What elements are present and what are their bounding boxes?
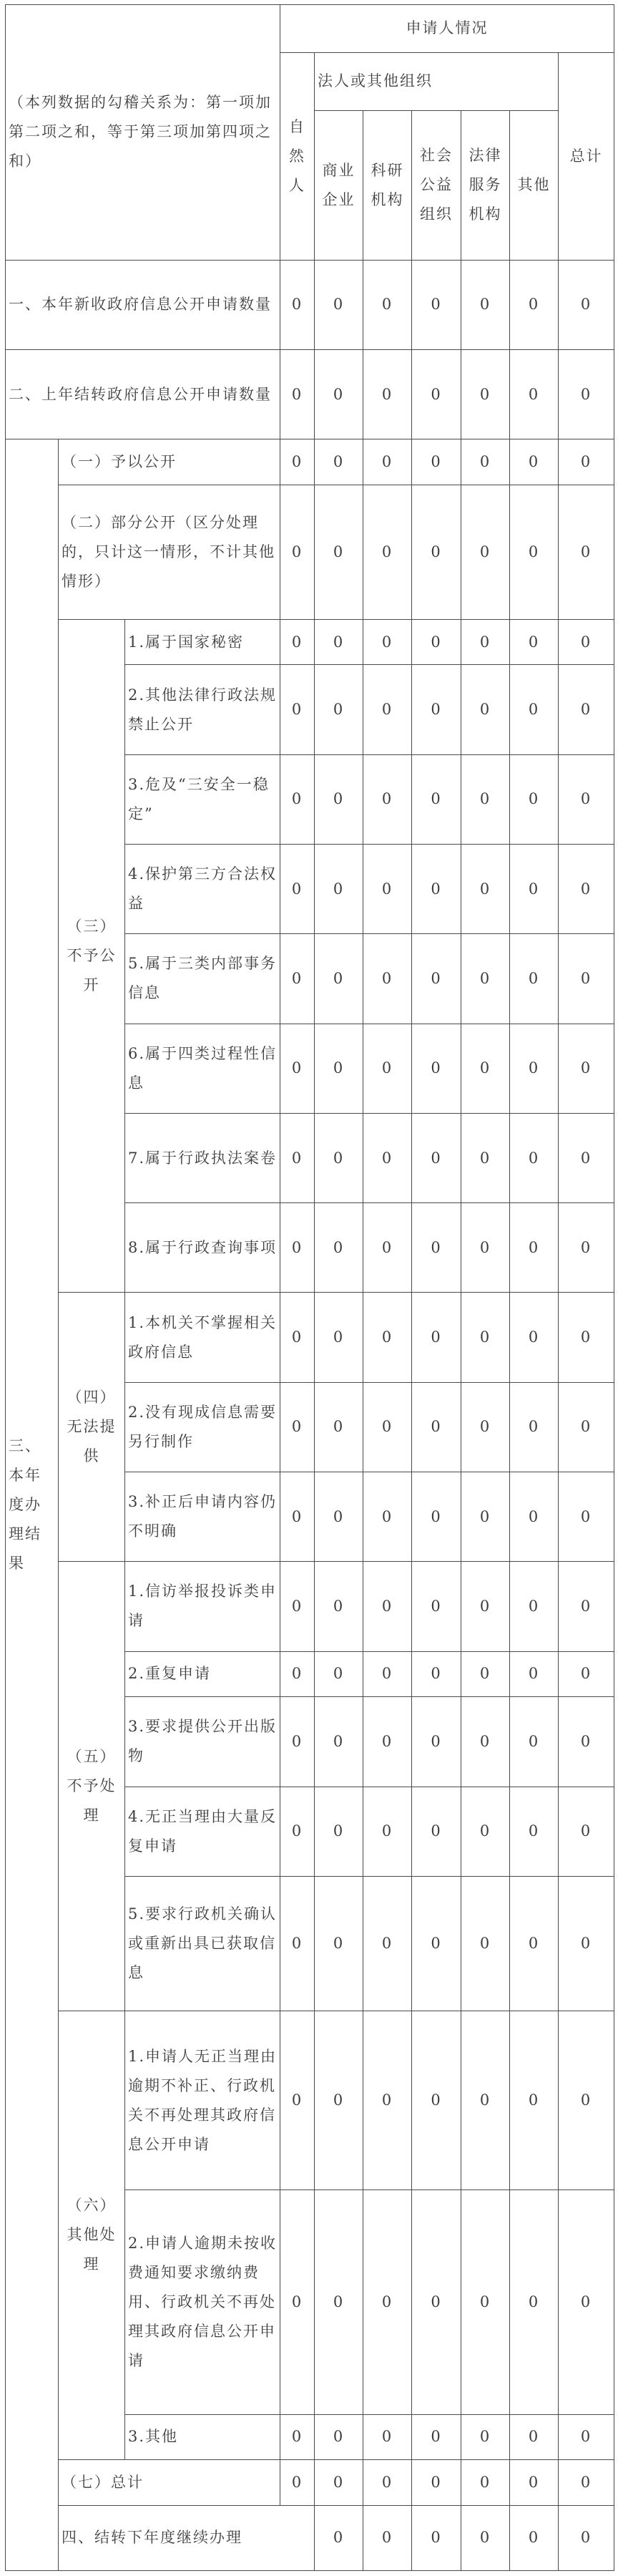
value-cell: 0 xyxy=(412,1382,461,1472)
value-cell: 0 xyxy=(315,1472,363,1562)
value-cell: 0 xyxy=(510,1651,559,1697)
value-cell: 0 xyxy=(315,439,363,485)
value-cell: 0 xyxy=(510,1024,559,1113)
value-cell: 0 xyxy=(280,1293,315,1382)
value-cell: 0 xyxy=(315,2011,363,2190)
value-cell: 0 xyxy=(412,1697,461,1787)
value-cell: 0 xyxy=(315,485,363,619)
value-cell: 0 xyxy=(412,2505,461,2570)
value-cell: 0 xyxy=(510,1697,559,1787)
total-cell: 0 xyxy=(559,349,614,439)
item-label: 1.申请人无正当理由逾期不补正、行政机关不再处理其政府信息公开申请 xyxy=(125,2011,280,2190)
value-cell: 0 xyxy=(510,485,559,619)
value-cell: 0 xyxy=(559,619,614,665)
value-cell: 0 xyxy=(363,2414,412,2460)
value-cell: 0 xyxy=(559,754,614,844)
value-cell: 0 xyxy=(315,934,363,1024)
value-cell: 0 xyxy=(280,2460,315,2506)
value-cell: 0 xyxy=(461,1293,510,1382)
commercial-header: 商业企业 xyxy=(315,110,363,260)
value-cell: 0 xyxy=(412,439,461,485)
value-cell: 0 xyxy=(559,1293,614,1382)
value-cell: 0 xyxy=(559,1024,614,1113)
value-cell: 0 xyxy=(559,665,614,754)
value-cell: 0 xyxy=(559,485,614,619)
value-cell: 0 xyxy=(280,1382,315,1472)
value-cell: 0 xyxy=(363,1472,412,1562)
value-cell: 0 xyxy=(412,2190,461,2414)
value-cell: 0 xyxy=(315,1562,363,1651)
value-cell: 0 xyxy=(461,260,510,349)
value-cell: 0 xyxy=(412,1113,461,1202)
research-header: 科研机构 xyxy=(363,110,412,260)
value-cell: 0 xyxy=(315,1024,363,1113)
value-cell: 0 xyxy=(412,1472,461,1562)
item-label: 1.本机关不掌握相关政府信息 xyxy=(125,1293,280,1382)
natural-person-header: 自然人 xyxy=(280,52,315,260)
value-cell: 0 xyxy=(559,1787,614,1876)
value-cell: 0 xyxy=(510,1876,559,2011)
value-cell: 0 xyxy=(315,349,363,439)
value-cell: 0 xyxy=(280,2190,315,2414)
value-cell: 0 xyxy=(280,1876,315,2011)
value-cell: 0 xyxy=(315,1697,363,1787)
value-cell: 0 xyxy=(461,934,510,1024)
value-cell: 0 xyxy=(412,1562,461,1651)
value-cell: 0 xyxy=(412,1876,461,2011)
value-cell: 0 xyxy=(461,1562,510,1651)
value-cell: 0 xyxy=(461,349,510,439)
value-cell: 0 xyxy=(461,2460,510,2506)
value-cell: 0 xyxy=(461,665,510,754)
value-cell: 0 xyxy=(280,1562,315,1651)
value-cell: 0 xyxy=(461,1651,510,1697)
value-cell: 0 xyxy=(280,485,315,619)
row-label: 一、本年新收政府信息公开申请数量 xyxy=(6,260,280,349)
value-cell: 0 xyxy=(559,2011,614,2190)
value-cell: 0 xyxy=(510,1203,559,1293)
value-cell: 0 xyxy=(461,485,510,619)
value-cell: 0 xyxy=(363,349,412,439)
value-cell: 0 xyxy=(510,1562,559,1651)
item-label: 2.重复申请 xyxy=(125,1651,280,1697)
value-cell: 0 xyxy=(363,1651,412,1697)
value-cell: 0 xyxy=(510,934,559,1024)
value-cell: 0 xyxy=(412,485,461,619)
group-label: （三）不予公开 xyxy=(59,619,125,1293)
value-cell: 0 xyxy=(280,754,315,844)
value-cell: 0 xyxy=(510,349,559,439)
value-cell: 0 xyxy=(363,934,412,1024)
value-cell: 0 xyxy=(315,1203,363,1293)
value-cell: 0 xyxy=(461,2011,510,2190)
value-cell: 0 xyxy=(559,1113,614,1202)
value-cell: 0 xyxy=(280,619,315,665)
value-cell: 0 xyxy=(510,754,559,844)
value-cell: 0 xyxy=(510,619,559,665)
value-cell: 0 xyxy=(363,1293,412,1382)
value-cell: 0 xyxy=(412,1651,461,1697)
applicant-status-header: 申请人情况 xyxy=(280,5,614,53)
value-cell: 0 xyxy=(559,1651,614,1697)
value-cell: 0 xyxy=(412,845,461,934)
public-welfare-header: 社会公益组织 xyxy=(412,110,461,260)
value-cell: 0 xyxy=(280,1787,315,1876)
sub-row-label: （二）部分公开（区分处理的，只计这一情形，不计其他情形） xyxy=(59,485,280,619)
value-cell: 0 xyxy=(412,2414,461,2460)
value-cell: 0 xyxy=(461,1472,510,1562)
row-label: 二、上年结转政府信息公开申请数量 xyxy=(6,349,280,439)
value-cell: 0 xyxy=(363,1787,412,1876)
value-cell: 0 xyxy=(315,1876,363,2011)
value-cell: 0 xyxy=(315,2505,363,2570)
value-cell: 0 xyxy=(559,1876,614,2011)
value-cell: 0 xyxy=(461,2414,510,2460)
total-header: 总计 xyxy=(559,52,614,260)
value-cell: 0 xyxy=(315,1382,363,1472)
value-cell: 0 xyxy=(363,1024,412,1113)
value-cell: 0 xyxy=(412,934,461,1024)
value-cell: 0 xyxy=(461,619,510,665)
value-cell: 0 xyxy=(412,2011,461,2190)
item-label: 5.要求行政机关确认或重新出具已获取信息 xyxy=(125,1876,280,2011)
value-cell: 0 xyxy=(363,2505,412,2570)
item-label: 2.其他法律行政法规禁止公开 xyxy=(125,665,280,754)
value-cell: 0 xyxy=(412,1203,461,1293)
value-cell: 0 xyxy=(363,754,412,844)
value-cell: 0 xyxy=(412,2460,461,2506)
value-cell: 0 xyxy=(461,754,510,844)
value-cell: 0 xyxy=(461,845,510,934)
value-cell: 0 xyxy=(280,439,315,485)
value-cell: 0 xyxy=(510,1113,559,1202)
value-cell: 0 xyxy=(412,349,461,439)
value-cell: 0 xyxy=(315,665,363,754)
value-cell: 0 xyxy=(461,439,510,485)
value-cell: 0 xyxy=(363,439,412,485)
value-cell: 0 xyxy=(510,1787,559,1876)
value-cell: 0 xyxy=(363,845,412,934)
value-cell: 0 xyxy=(280,2011,315,2190)
value-cell: 0 xyxy=(315,2460,363,2506)
table-note: （本列数据的勾稽关系为：第一项加第二项之和，等于第三项加第四项之和） xyxy=(6,5,280,261)
value-cell: 0 xyxy=(363,2011,412,2190)
value-cell: 0 xyxy=(363,1876,412,2011)
value-cell: 0 xyxy=(363,2460,412,2506)
item-label: 4.无正当理由大量反复申请 xyxy=(125,1787,280,1876)
group-label: （六）其他处理 xyxy=(59,2011,125,2459)
value-cell: 0 xyxy=(315,1651,363,1697)
item-label: 3.要求提供公开出版物 xyxy=(125,1697,280,1787)
value-cell: 0 xyxy=(315,845,363,934)
value-cell: 0 xyxy=(412,1787,461,1876)
item-label: 4.保护第三方合法权益 xyxy=(125,845,280,934)
item-label: 3.危及“三安全一稳定” xyxy=(125,754,280,844)
total-cell: 0 xyxy=(559,260,614,349)
section-label: 三、本年度办理结果 xyxy=(6,439,59,2571)
value-cell: 0 xyxy=(280,934,315,1024)
value-cell: 0 xyxy=(559,1382,614,1472)
item-label: 1.信访举报投诉类申请 xyxy=(125,1562,280,1651)
value-cell: 0 xyxy=(461,1024,510,1113)
sub-row-label: （一）予以公开 xyxy=(59,439,280,485)
item-label: 2.申请人逾期未按收费通知要求缴纳费用、行政机关不再处理其政府信息公开申请 xyxy=(125,2190,280,2414)
value-cell: 0 xyxy=(315,1113,363,1202)
value-cell: 0 xyxy=(280,845,315,934)
value-cell: 0 xyxy=(461,1113,510,1202)
value-cell: 0 xyxy=(412,1024,461,1113)
value-cell: 0 xyxy=(280,1651,315,1697)
value-cell: 0 xyxy=(280,1024,315,1113)
value-cell: 0 xyxy=(461,1697,510,1787)
value-cell: 0 xyxy=(510,260,559,349)
value-cell: 0 xyxy=(363,260,412,349)
value-cell: 0 xyxy=(363,619,412,665)
item-label: 6.属于四类过程性信息 xyxy=(125,1024,280,1113)
value-cell: 0 xyxy=(510,2505,559,2570)
item-label: 2.没有现成信息需要另行制作 xyxy=(125,1382,280,1472)
value-cell: 0 xyxy=(510,1293,559,1382)
legal-service-header: 法律服务机构 xyxy=(461,110,510,260)
value-cell: 0 xyxy=(510,845,559,934)
value-cell: 0 xyxy=(559,845,614,934)
value-cell: 0 xyxy=(461,1876,510,2011)
value-cell: 0 xyxy=(363,1562,412,1651)
value-cell: 0 xyxy=(461,1382,510,1472)
value-cell: 0 xyxy=(559,1562,614,1651)
value-cell: 0 xyxy=(559,934,614,1024)
value-cell: 0 xyxy=(559,2505,614,2570)
value-cell: 0 xyxy=(363,1113,412,1202)
value-cell: 0 xyxy=(315,1787,363,1876)
value-cell: 0 xyxy=(412,619,461,665)
value-cell: 0 xyxy=(559,1203,614,1293)
value-cell: 0 xyxy=(412,754,461,844)
value-cell: 0 xyxy=(363,1382,412,1472)
value-cell: 0 xyxy=(280,665,315,754)
value-cell: 0 xyxy=(412,260,461,349)
value-cell: 0 xyxy=(510,2414,559,2460)
value-cell: 0 xyxy=(412,665,461,754)
value-cell: 0 xyxy=(510,2011,559,2190)
government-information-disclosure-table xyxy=(5,4,614,2571)
value-cell: 0 xyxy=(280,1472,315,1562)
value-cell: 0 xyxy=(461,1787,510,1876)
value-cell: 0 xyxy=(315,1293,363,1382)
item-label: 8.属于行政查询事项 xyxy=(125,1203,280,1293)
value-cell: 0 xyxy=(280,1203,315,1293)
group-label: （五）不予处理 xyxy=(59,1562,125,2011)
value-cell: 0 xyxy=(559,2414,614,2460)
legal-persons-header: 法人或其他组织 xyxy=(315,52,559,110)
value-cell: 0 xyxy=(461,2505,510,2570)
value-cell: 0 xyxy=(559,2190,614,2414)
value-cell: 0 xyxy=(315,754,363,844)
value-cell: 0 xyxy=(280,260,315,349)
value-cell: 0 xyxy=(461,1203,510,1293)
value-cell: 0 xyxy=(559,439,614,485)
value-cell: 0 xyxy=(363,2190,412,2414)
item-label: 3.补正后申请内容仍不明确 xyxy=(125,1472,280,1562)
value-cell: 0 xyxy=(280,1113,315,1202)
value-cell: 0 xyxy=(363,665,412,754)
value-cell: 0 xyxy=(510,1472,559,1562)
value-cell: 0 xyxy=(510,2190,559,2414)
value-cell: 0 xyxy=(510,439,559,485)
value-cell: 0 xyxy=(363,485,412,619)
item-label: 7.属于行政执法案卷 xyxy=(125,1113,280,1202)
value-cell: 0 xyxy=(559,1697,614,1787)
value-cell: 0 xyxy=(559,1472,614,1562)
value-cell: 0 xyxy=(315,260,363,349)
item-label: 5.属于三类内部事务信息 xyxy=(125,934,280,1024)
value-cell: 0 xyxy=(280,349,315,439)
value-cell: 0 xyxy=(363,1697,412,1787)
value-cell: 0 xyxy=(461,2190,510,2414)
value-cell: 0 xyxy=(412,1293,461,1382)
value-cell: 0 xyxy=(315,2190,363,2414)
value-cell: 0 xyxy=(559,2460,614,2506)
value-cell: 0 xyxy=(315,2414,363,2460)
value-cell: 0 xyxy=(510,1382,559,1472)
value-cell: 0 xyxy=(315,619,363,665)
row-label: 四、结转下年度继续办理 xyxy=(59,2505,315,2570)
item-label: 1.属于国家秘密 xyxy=(125,619,280,665)
other-header: 其他 xyxy=(510,110,559,260)
value-cell: 0 xyxy=(363,1203,412,1293)
sub-row-label: （七）总计 xyxy=(59,2460,280,2506)
group-label: （四）无法提供 xyxy=(59,1293,125,1562)
value-cell: 0 xyxy=(510,665,559,754)
item-label: 3.其他 xyxy=(125,2414,280,2460)
value-cell: 0 xyxy=(510,2460,559,2506)
value-cell: 0 xyxy=(280,1697,315,1787)
value-cell: 0 xyxy=(280,2414,315,2460)
